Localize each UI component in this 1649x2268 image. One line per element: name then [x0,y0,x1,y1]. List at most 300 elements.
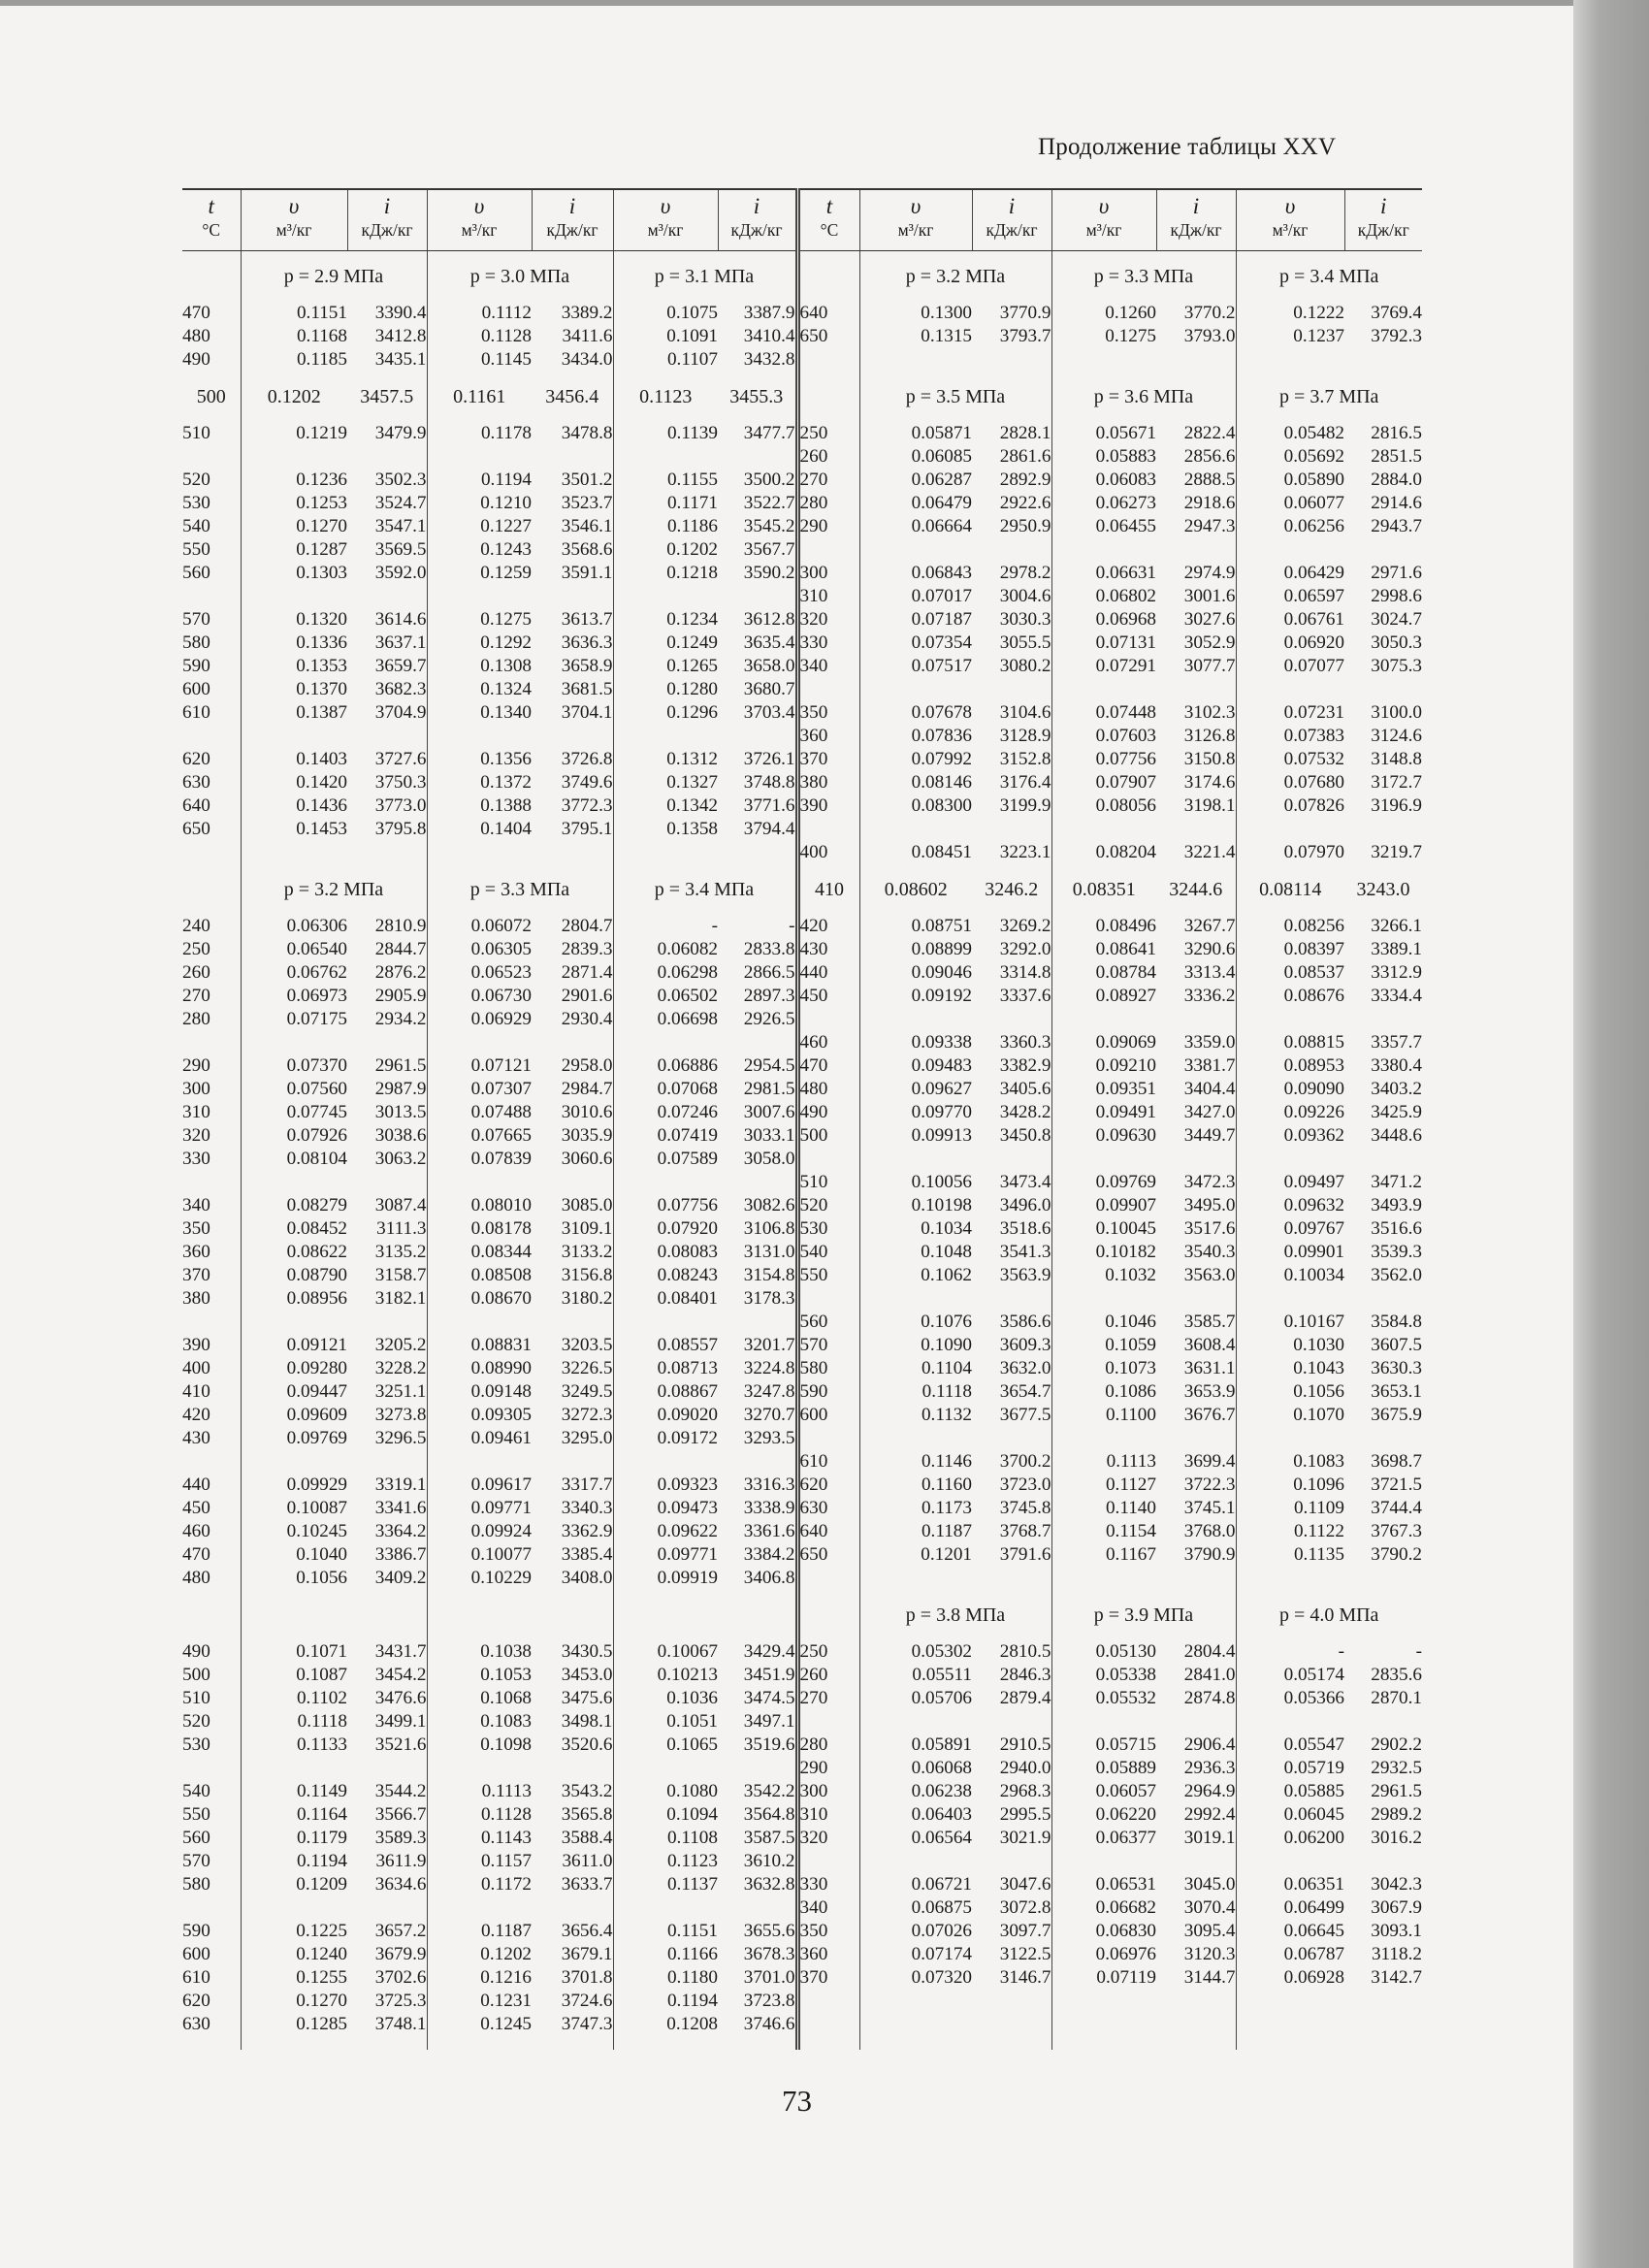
enthalpy-cell: 3380.4 [1371,1055,1422,1076]
volume-cell: 0.1096 [1236,1474,1344,1497]
enthalpy-cell: 3267.7 [1183,916,1236,936]
temperature-cell: 530 [797,1217,859,1241]
table-row [182,1334,1422,1357]
header-specific-volume [1236,189,1344,251]
temperature-cell: 530 [182,1734,210,1755]
enthalpy-cell: 3381.7 [1183,1055,1236,1076]
pressure-label: p = 2.9 МПа [241,251,427,303]
enthalpy-cell: 2964.9 [1183,1781,1236,1801]
header-enthalpy [1156,189,1236,251]
volume-cell [241,2036,347,2050]
volume-cell: - [613,915,718,938]
header-symbol: i [383,194,391,218]
volume-cell: 0.05671 [1051,422,1156,445]
volume-cell: 0.1179 [241,1827,347,1850]
volume-cell: 0.1201 [859,1543,972,1567]
volume-cell: 0.10034 [1236,1264,1344,1287]
header-symbol: t [825,194,833,218]
volume-cell: 0.08083 [613,1241,718,1264]
enthalpy-cell: 3519.6 [743,1734,795,1755]
enthalpy-cell: 3432.8 [743,349,795,370]
enthalpy-cell: 3247.8 [743,1381,795,1402]
enthalpy-cell: 2934.2 [374,1009,427,1029]
enthalpy-cell: 3093.1 [1371,1921,1422,1941]
table-row [182,1427,1422,1450]
temperature-cell: 440 [797,961,859,985]
enthalpy-cell: 3176.4 [999,772,1051,793]
volume-cell: 0.09622 [613,1520,718,1543]
volume-cell: 0.1087 [241,1664,347,1687]
header-unit: м³/кг [897,220,934,240]
volume-cell [241,1757,347,1780]
volume-cell: 0.08790 [241,1264,347,1287]
enthalpy-cell: 2987.9 [374,1079,427,1099]
temperature-cell: 570 [797,1334,859,1357]
volume-cell: 0.1259 [427,562,532,585]
enthalpy-cell: 3790.9 [1183,1544,1236,1565]
temperature-cell: 330 [797,632,859,655]
enthalpy-cell: 2950.9 [999,516,1051,536]
pressure-label: p = 3.7 МПа [1236,372,1422,422]
volume-cell: 0.1210 [427,492,532,515]
enthalpy-cell [1156,348,1236,372]
volume-cell: 0.06929 [427,1008,532,1031]
volume-cell: 0.07488 [427,1101,532,1124]
header-symbol: υ [1284,194,1296,218]
enthalpy-cell: 3406.8 [743,1568,795,1588]
volume-cell: 0.1243 [427,538,532,562]
enthalpy-cell [1156,538,1236,562]
temperature-cell: 520 [182,1711,210,1732]
enthalpy-cell: 3135.2 [374,1242,427,1262]
enthalpy-cell: 3007.6 [743,1102,795,1122]
enthalpy-cell: 2954.5 [743,1055,795,1076]
enthalpy-cell: 3450.8 [999,1125,1051,1146]
enthalpy-cell: 2888.5 [1183,470,1236,490]
table-row [182,985,1422,1008]
volume-cell: 0.1245 [427,2013,532,2036]
volume-cell: 0.1231 [427,1990,532,2013]
table-row [182,961,1422,985]
volume-cell: 0.08815 [1236,1031,1344,1054]
enthalpy-cell: 2914.6 [1371,493,1422,513]
volume-cell: 0.09491 [1051,1101,1156,1124]
enthalpy-cell: 3704.9 [374,702,427,723]
table-row [182,915,1422,938]
volume-cell: 0.1151 [241,302,347,325]
enthalpy-cell [347,1031,427,1054]
volume-cell: 0.1038 [427,1640,532,1664]
temperature-cell [797,1990,859,2013]
volume-cell: 0.09627 [859,1078,972,1101]
enthalpy-cell: 3633.7 [561,1874,613,1895]
volume-cell [1051,348,1156,372]
volume-cell: 0.1387 [241,701,347,725]
enthalpy-cell: 2828.1 [999,423,1051,443]
enthalpy-cell: 2841.0 [1183,1665,1236,1685]
volume-cell: 0.1173 [859,1497,972,1520]
volume-cell: 0.1135 [1236,1543,1344,1567]
volume-cell: 0.1164 [241,1803,347,1827]
volume-cell [859,1148,972,1171]
temperature-cell: 560 [182,563,210,583]
temperature-cell: 260 [182,962,210,983]
table-row [182,725,1422,748]
volume-cell: 0.1225 [241,1920,347,1943]
pressure-label: p = 3.3 МПа [427,864,613,915]
volume-cell: 0.07131 [1051,632,1156,655]
enthalpy-cell: 3100.0 [1371,702,1422,723]
volume-cell: 0.06973 [241,985,347,1008]
volume-cell: 0.06631 [1051,562,1156,585]
volume-cell: 0.07121 [427,1054,532,1078]
volume-cell: 0.1083 [1236,1450,1344,1474]
enthalpy-cell [972,678,1051,701]
volume-cell: 0.1209 [241,1873,347,1896]
volume-cell: 0.09305 [427,1404,532,1427]
enthalpy-cell: 3520.6 [561,1734,613,1755]
header-specific-volume [427,189,532,251]
volume-cell: 0.10087 [241,1497,347,1520]
volume-cell: 0.1436 [241,794,347,818]
temperature-cell [182,2036,241,2050]
volume-cell: 0.1160 [859,1474,972,1497]
volume-cell: 0.08602 [859,864,972,915]
enthalpy-cell: 3319.1 [374,1474,427,1495]
volume-cell: 0.09192 [859,985,972,1008]
temperature-cell: 270 [797,469,859,492]
table-row [182,1966,1422,1990]
volume-cell: 0.05366 [1236,1687,1344,1710]
enthalpy-cell: 3389.1 [1371,939,1422,959]
enthalpy-cell: 3703.4 [743,702,795,723]
header-unit: м³/кг [275,220,312,240]
table-row [182,1497,1422,1520]
volume-cell: 0.07246 [613,1101,718,1124]
volume-cell: 0.1048 [859,1241,972,1264]
temperature-cell: 490 [797,1101,859,1124]
volume-cell: 0.07419 [613,1124,718,1148]
enthalpy-cell: 3106.8 [743,1218,795,1239]
volume-cell: 0.10067 [613,1640,718,1664]
volume-cell: 0.06502 [613,985,718,1008]
table-row [182,1780,1422,1803]
table-title: Продолжение таблицы XXV [1038,134,1337,160]
table-row [182,348,1422,372]
enthalpy-cell: 3448.6 [1371,1125,1422,1146]
header-symbol: i [1008,194,1016,218]
volume-cell: 0.1234 [613,608,718,632]
enthalpy-cell: 3609.3 [999,1335,1051,1355]
volume-cell: 0.06730 [427,985,532,1008]
pressure-label: p = 3.3 МПа [1051,251,1236,303]
pressure-label: p = 3.8 МПа [859,1590,1051,1640]
volume-cell: 0.07017 [859,585,972,608]
temperature-cell: 580 [182,632,210,653]
temperature-cell [797,1148,859,1171]
table-row [182,1687,1422,1710]
enthalpy-cell: 3632.8 [743,1874,795,1895]
volume-cell: 0.08300 [859,794,972,818]
temperature-cell [797,538,859,562]
temperature-cell: 340 [797,655,859,678]
enthalpy-cell: 2884.0 [1371,470,1422,490]
table-row [182,1733,1422,1757]
enthalpy-cell: 3070.4 [1183,1897,1236,1918]
table-row [182,325,1422,348]
volume-cell: 0.06920 [1236,632,1344,655]
enthalpy-cell: 3498.1 [561,1711,613,1732]
volume-cell: 0.1056 [241,1567,347,1590]
enthalpy-cell: 2906.4 [1183,1734,1236,1755]
pressure-label: p = 3.6 МПа [1051,372,1236,422]
volume-cell [1051,678,1156,701]
volume-cell [859,1427,972,1450]
enthalpy-cell: 2918.6 [1183,493,1236,513]
temperature-cell: 620 [182,1991,210,2011]
enthalpy-cell: 3610.2 [743,1851,795,1871]
enthalpy-cell: 3636.3 [561,632,613,653]
volume-cell: 0.1076 [859,1311,972,1334]
temperature-cell: 500 [182,1665,210,1685]
temperature-cell: 320 [797,608,859,632]
enthalpy-cell: 3501.2 [561,470,613,490]
temperature-cell [182,864,241,915]
temperature-cell: 480 [797,1078,859,1101]
table-row [182,1520,1422,1543]
volume-cell: 0.08831 [427,1334,532,1357]
temperature-cell: 470 [182,1544,210,1565]
volume-cell: 0.08451 [859,841,972,864]
volume-cell: 0.07307 [427,1078,532,1101]
enthalpy-cell: 3726.8 [561,749,613,769]
enthalpy-cell: 3590.2 [743,563,795,583]
volume-cell [427,1450,532,1474]
volume-cell [613,1311,718,1334]
volume-cell: 0.07068 [613,1078,718,1101]
enthalpy-cell: 3431.7 [374,1641,427,1662]
enthalpy-cell: 3517.6 [1183,1218,1236,1239]
enthalpy-cell: 3521.6 [374,1734,427,1755]
header-symbol: i [1380,194,1387,218]
enthalpy-cell [347,585,427,608]
enthalpy-cell: 3246.2 [985,879,1039,900]
table-row [182,1710,1422,1733]
enthalpy-cell: 2902.2 [1371,1734,1422,1755]
volume-cell [613,725,718,748]
volume-cell: 0.1187 [427,1920,532,1943]
temperature-cell: 340 [182,1195,210,1215]
enthalpy-cell: 3205.2 [374,1335,427,1355]
enthalpy-cell: 3364.2 [374,1521,427,1541]
enthalpy-cell [1344,1710,1422,1733]
enthalpy-cell: 3568.6 [561,539,613,560]
volume-cell: 0.08899 [859,938,972,961]
enthalpy-cell: 3453.0 [561,1665,613,1685]
volume-cell: 0.08927 [1051,985,1156,1008]
enthalpy-cell: 2930.4 [561,1009,613,1029]
enthalpy-cell: 3131.0 [743,1242,795,1262]
temperature-cell: 390 [797,794,859,818]
enthalpy-cell [1156,1148,1236,1171]
enthalpy-cell: 3544.2 [374,1781,427,1801]
pressure-label: p = 3.2 МПа [241,864,427,915]
enthalpy-cell: 3087.4 [374,1195,427,1215]
volume-cell: 0.09770 [859,1101,972,1124]
volume-cell: 0.09280 [241,1357,347,1380]
volume-cell: 0.09497 [1236,1171,1344,1194]
temperature-cell: 610 [182,1967,210,1988]
enthalpy-cell: 3563.0 [1183,1265,1236,1285]
volume-cell: 0.1090 [859,1334,972,1357]
temperature-cell: 310 [182,1102,210,1122]
enthalpy-cell: 3700.2 [999,1451,1051,1472]
volume-cell [1236,678,1344,701]
volume-cell: 0.05338 [1051,1664,1156,1687]
volume-cell [1051,818,1156,841]
volume-cell: 0.07560 [241,1078,347,1101]
volume-cell: 0.06351 [1236,1873,1344,1896]
enthalpy-cell: 3654.7 [999,1381,1051,1402]
enthalpy-cell: 3726.1 [743,749,795,769]
temperature-cell [182,251,241,303]
enthalpy-cell: 3653.1 [1371,1381,1422,1402]
volume-cell: 0.06875 [859,1896,972,1920]
temperature-cell: 450 [182,1498,210,1518]
volume-cell: 0.06540 [241,938,347,961]
header-enthalpy [532,189,613,251]
steam-table [182,188,1422,2050]
table-row [182,841,1422,864]
enthalpy-cell [347,1896,427,1920]
volume-cell: 0.1270 [241,515,347,538]
enthalpy-cell: 3587.5 [743,1828,795,1848]
temperature-cell: 280 [797,492,859,515]
enthalpy-cell [532,445,613,469]
enthalpy-cell: 3060.6 [561,1149,613,1169]
enthalpy-cell [972,1427,1051,1450]
enthalpy-cell [718,1450,797,1474]
enthalpy-cell: 3584.8 [1371,1312,1422,1332]
volume-cell: 0.09617 [427,1474,532,1497]
temperature-cell [797,2013,859,2036]
enthalpy-cell: 3564.8 [743,1804,795,1825]
volume-cell: 0.06082 [613,938,718,961]
table-row [182,818,1422,841]
volume-cell: 0.09919 [613,1567,718,1590]
enthalpy-cell: 3150.8 [1183,749,1236,769]
volume-cell: - [1236,1640,1344,1664]
enthalpy-cell: 3111.3 [376,1218,427,1239]
volume-cell [1051,538,1156,562]
temperature-cell: 500 [196,386,226,407]
volume-cell: 0.1083 [427,1710,532,1733]
temperature-cell: 650 [182,819,210,839]
volume-cell: 0.1102 [241,1687,347,1710]
enthalpy-cell: 3722.3 [1183,1474,1236,1495]
enthalpy-cell: 3451.9 [743,1665,795,1685]
table-row [182,2013,1422,2036]
enthalpy-cell: 3457.5 [360,386,414,407]
enthalpy-cell: 3109.1 [561,1218,613,1239]
enthalpy-cell: 3795.1 [561,819,613,839]
table-row [182,1543,1422,1567]
temperature-cell: 570 [182,609,210,630]
temperature-cell: 410 [182,1381,210,1402]
volume-cell: 0.06403 [859,1803,972,1827]
temperature-cell: 280 [797,1733,859,1757]
table-row [182,445,1422,469]
enthalpy-cell: 3541.3 [999,1242,1051,1262]
enthalpy-cell: 3497.1 [743,1711,795,1732]
volume-cell: 0.08956 [241,1287,347,1311]
volume-cell: 0.08146 [859,771,972,794]
volume-cell: 0.1127 [1051,1474,1156,1497]
enthalpy-cell: 3745.1 [1183,1498,1236,1518]
temperature-cell: 290 [797,1757,859,1780]
enthalpy-cell: 3427.0 [1183,1102,1236,1122]
temperature-cell [182,725,241,748]
volume-cell: 0.06077 [1236,492,1344,515]
volume-cell: 0.06455 [1051,515,1156,538]
volume-cell: 0.09630 [1051,1124,1156,1148]
enthalpy-cell: 3518.6 [999,1218,1051,1239]
volume-cell: 0.1128 [427,325,532,348]
enthalpy-cell: 3608.4 [1183,1335,1236,1355]
enthalpy-cell: 2926.5 [743,1009,795,1029]
enthalpy-cell: 2851.5 [1371,446,1422,467]
temperature-cell [182,1757,241,1780]
volume-cell [1236,1567,1344,1590]
volume-cell: 0.06479 [859,492,972,515]
volume-cell: 0.08713 [613,1357,718,1380]
enthalpy-cell [532,2036,613,2050]
volume-cell [613,1590,718,1640]
enthalpy-cell: 2998.6 [1371,586,1422,606]
volume-cell: 0.06761 [1236,608,1344,632]
volume-cell [859,2013,972,2036]
enthalpy-cell: 3637.1 [374,632,427,653]
header-symbol: i [568,194,576,218]
temperature-cell: 600 [182,1944,210,1964]
volume-cell [613,1171,718,1194]
volume-cell [1051,1990,1156,2013]
enthalpy-cell: 3124.6 [1371,726,1422,746]
enthalpy-cell [972,818,1051,841]
volume-cell: 0.1075 [613,302,718,325]
volume-cell: 0.1296 [613,701,718,725]
enthalpy-cell: 3456.4 [545,386,599,407]
enthalpy-cell: 3067.9 [1371,1897,1422,1918]
temperature-cell: 370 [182,1265,210,1285]
volume-cell [613,841,718,864]
enthalpy-cell: 3566.7 [374,1804,427,1825]
volume-cell: 0.1149 [241,1780,347,1803]
enthalpy-cell: 3016.2 [1371,1828,1422,1848]
enthalpy-cell: 3316.3 [743,1474,795,1495]
temperature-cell: 330 [797,1873,859,1896]
header-temperature [182,189,241,251]
table-row [182,251,1422,303]
volume-cell: 0.1356 [427,748,532,771]
volume-cell: 0.1139 [613,422,718,445]
temperature-cell: 320 [797,1827,859,1850]
volume-cell: 0.06721 [859,1873,972,1896]
volume-cell: 0.1034 [859,1217,972,1241]
volume-cell: 0.08351 [1051,864,1156,915]
volume-cell: 0.1168 [241,325,347,348]
pressure-label: p = 3.4 МПа [613,864,797,915]
